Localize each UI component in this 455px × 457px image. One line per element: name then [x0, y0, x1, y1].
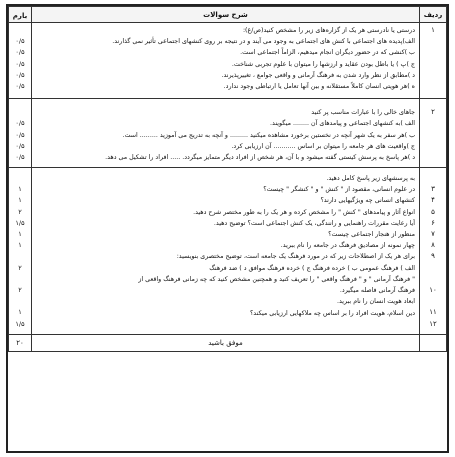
header-row — [9, 7, 447, 23]
question-item: در علوم انسانی، مقصود از " کنش " و " کنشگر " چیست؟ — [263, 186, 415, 194]
score-column: ۱ ۱ ۲ ۱/۵ ۱ ۱ ۲ ۲ ۱ ۱/۵ — [9, 168, 32, 335]
question-item: منظور از هنجار اجتماعی چیست؟ — [328, 231, 415, 239]
question-prompt: درستی یا نادرستی هر یک از گزاره‌های زیر را مشخص کنید(ص/غ): — [242, 27, 415, 34]
question-item: ب )هر سفر به یک شهر آنچه در نخستین برخورد مشاهده میکنید ......... و آنچه به تدریج می آموزید ......... است. — [122, 131, 415, 139]
question-numbers: ۳ ۴ ۵ ۶ ۷ ۸ ۹ ۱۰ ۱۱ ۱۲ — [420, 168, 447, 335]
good-luck-message: موفق باشید — [32, 334, 420, 351]
question-item: ه )هر هویتی انسان کاملاً مستقلانه و بین آنها تعامل یا ارتباطی وجود ندارد. — [223, 83, 415, 91]
question-row-2 — [9, 99, 447, 168]
question-number: ۱ — [420, 23, 447, 99]
exam-table — [8, 6, 447, 352]
question-item: برای هر یک از اصطلاحات زیر که در مورد فرهنگ یک جامعه است، توضیح مختصری بنویسید: — [176, 253, 415, 261]
row-header: ردیف — [420, 7, 447, 23]
question-prompt: به پرسشهای زیر پاسخ کامل دهید. — [326, 175, 415, 183]
question-item: الف)پدیده های اجتماعی با کنش های اجتماعی به وجود می آیند و در نتیجه بر روی کنشهای اجتماعی تأثیر نمی گذارند. — [112, 38, 415, 46]
question-item: انواع آثار و پیامدهای " کنش " را مشخص کرده و هر یک را به طور مختصر شرح دهید. — [193, 208, 415, 216]
question-number: ۲ — [420, 99, 447, 168]
footer-empty-cell — [420, 334, 447, 351]
total-score: ۲۰ — [9, 334, 32, 351]
question-item: ج )واقعیت های هر جامعه را میتوان بر اساس ........... آن ارزیابی کرد. — [231, 142, 415, 150]
score-column: ۰/۵ ۰/۵ ۰/۵ ۰/۵ ۰/۵ — [9, 23, 32, 99]
question-text — [32, 99, 420, 168]
score-header: بارم — [9, 7, 32, 23]
question-item: آیا رعایت مقررات راهنمایی و رانندگی، یک کنش اجتماعی است؟ توضیح دهید. — [213, 219, 415, 227]
question-item: فرهنگ آرمانی فاصله میگیرد. — [339, 287, 415, 295]
question-item: ابعاد هویت انسان را نام ببرید. — [337, 298, 415, 306]
exam-sheet — [6, 4, 449, 453]
question-text — [32, 168, 420, 335]
question-item: الف ) فرهنگ عمومی ب ) خرده فرهنگ ج ) خرده فرهنگ موافق د ) ضد فرهنگ — [209, 264, 415, 272]
question-item: د )هر پاسخ به پرسش کیستی گفته میشود و با آن، هر شخص از افراد دیگر متمایز میگردد. ..... افراد را تشکیل می دهد. — [105, 153, 415, 161]
question-item: کنشهای انسانی چه ویژگیهایی دارند؟ — [320, 197, 415, 205]
question-item: ج )پ ) یا باطل بودن عقاید و ارزشها را میتوان با علوم تجربی شناخت. — [231, 60, 415, 68]
question-item: د )مطابق از نظر وارد شدن به فرهنگ آرمانی و واقعی جوامع ، تغییرپذیرند. — [221, 71, 415, 79]
score-column: ۰/۵ ۰/۵ ۰/۵ ۰/۵ — [9, 99, 32, 168]
question-item: الف )به کنشهای اجتماعی و پیامدهای آن ........ میگویند. — [270, 120, 415, 128]
question-item: ب )کنشی که در حضور دیگران انجام میدهیم، الزاماً اجتماعی است. — [240, 49, 415, 57]
question-prompt: جاهای خالی را با عبارات مناسب پر کنید — [311, 109, 415, 117]
question-item: دین اسلام، هویت افراد را بر اساس چه ملاکهایی ارزیابی میکند؟ — [249, 309, 415, 317]
question-row-1 — [9, 23, 447, 99]
question-item: چهار نمونه از مصادیق فرهنگ در جامعه را نام ببرید. — [280, 242, 415, 250]
questions-header: شرح سوالات — [32, 7, 420, 23]
question-text — [32, 23, 420, 99]
question-row-3-12 — [9, 168, 447, 335]
footer-row — [9, 334, 447, 351]
question-item: " فرهنگ آرمانی " و " فرهنگ واقعی " را تعریف کنید و همچنین مشخص کنید که چه زمانی فرهنگ واقعی از — [138, 275, 415, 283]
